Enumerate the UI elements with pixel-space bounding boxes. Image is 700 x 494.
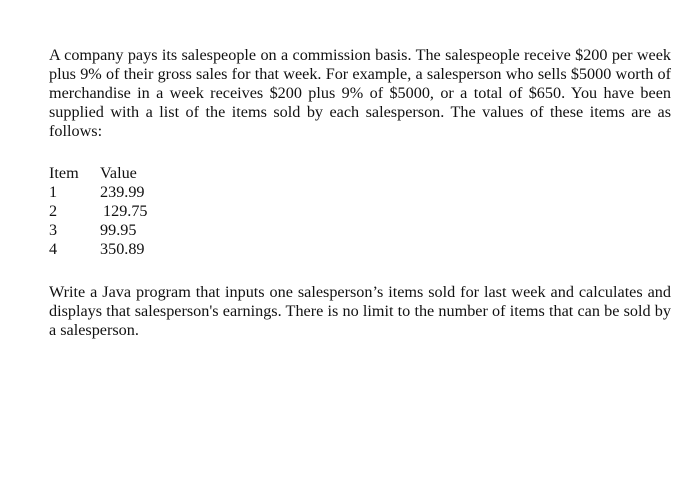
- value-column-header: Value: [100, 164, 137, 182]
- item-column-header: Item: [49, 164, 79, 182]
- task-paragraph: Write a Java program that inputs one salesperson’s items sold for last week and calculates and displays that salesperson's earnings. There is no limit to the number of items that can be sold by a salesperson.: [49, 283, 671, 339]
- item-number-cell: 1: [49, 183, 58, 201]
- item-value-cell: 239.99: [100, 183, 145, 201]
- table-row: [49, 202, 180, 221]
- table-row: [49, 240, 180, 259]
- table-row: [49, 183, 180, 202]
- item-number-cell: 4: [49, 240, 58, 258]
- item-value-cell: 99.95: [100, 221, 137, 239]
- problem-intro-paragraph: A company pays its salespeople on a commission basis. The salespeople receive $200 per week plus 9% of their gross sales for that week. For example, a salesperson who sells $5000 worth of merchandise in a week receives $200 plus 9% of $5000, or a total of $650. You have been supplied with a list of the items sold by each salesperson. The values of these items are as follows:: [49, 46, 671, 140]
- item-number-cell: 3: [49, 221, 58, 239]
- table-row: [49, 221, 180, 240]
- item-value-cell: 129.75: [103, 202, 148, 220]
- items-value-table: [49, 164, 180, 259]
- table-header-row: [49, 164, 180, 183]
- item-number-cell: 2: [49, 202, 58, 220]
- item-value-cell: 350.89: [100, 240, 145, 258]
